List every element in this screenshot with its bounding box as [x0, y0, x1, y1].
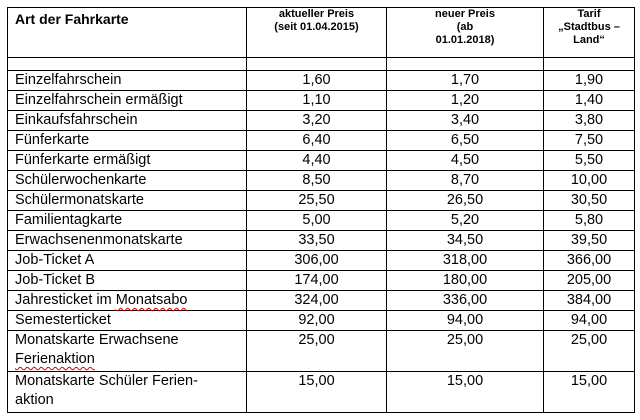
ticket-name: Schülerwochenkarte	[8, 171, 247, 191]
new-price: 15,00	[387, 372, 544, 413]
tariff-price: 15,00	[544, 372, 635, 413]
ticket-name: Semesterticket	[8, 311, 247, 331]
table-row	[8, 311, 635, 331]
spacer-cell	[8, 58, 247, 71]
current-price: 25,50	[247, 191, 387, 211]
ticket-name: Schülermonatskarte	[8, 191, 247, 211]
tariff-price: 1,40	[544, 91, 635, 111]
table-row	[8, 271, 635, 291]
current-price: 8,50	[247, 171, 387, 191]
tariff-price: 10,00	[544, 171, 635, 191]
current-price: 15,00	[247, 372, 387, 413]
ticket-name: Erwachsenenmonatskarte	[8, 231, 247, 251]
current-price: 306,00	[247, 251, 387, 271]
header-tariff-stadtbus-land: Tarif „Stadtbus – Land“	[544, 8, 635, 58]
new-price: 3,40	[387, 111, 544, 131]
ticket-name-line-1: Monatskarte Erwachsene	[15, 332, 179, 348]
new-price: 318,00	[387, 251, 544, 271]
tariff-price: 5,80	[544, 211, 635, 231]
spacer-row	[8, 58, 635, 71]
tariff-price: 366,00	[544, 251, 635, 271]
ticket-name: Job-Ticket A	[8, 251, 247, 271]
new-price: 34,50	[387, 231, 544, 251]
ticket-name: Einzelfahrschein	[8, 71, 247, 91]
header-current-price: aktueller Preis (seit 01.04.2015)	[247, 8, 387, 58]
tariff-price: 205,00	[544, 271, 635, 291]
new-price: 6,50	[387, 131, 544, 151]
table-row	[8, 91, 635, 111]
ticket-name: Familientagkarte	[8, 211, 247, 231]
new-price: 5,20	[387, 211, 544, 231]
new-price: 1,70	[387, 71, 544, 91]
ticket-name: Fünferkarte	[8, 131, 247, 151]
new-price: 4,50	[387, 151, 544, 171]
current-price: 25,00	[247, 331, 387, 372]
spellcheck-flagged-word: Ferienaktion	[15, 351, 95, 367]
tariff-price: 384,00	[544, 291, 635, 311]
new-price: 8,70	[387, 171, 544, 191]
ticket-name-line-1: Monatskarte Schüler Ferien-	[15, 373, 198, 389]
tariff-price: 1,90	[544, 71, 635, 91]
tariff-price: 39,50	[544, 231, 635, 251]
new-price: 336,00	[387, 291, 544, 311]
table-row	[8, 331, 635, 372]
table-row	[8, 291, 635, 311]
table-row	[8, 71, 635, 91]
tariff-price: 94,00	[544, 311, 635, 331]
ticket-name	[8, 372, 247, 413]
current-price: 1,60	[247, 71, 387, 91]
tariff-price: 5,50	[544, 151, 635, 171]
current-price: 174,00	[247, 271, 387, 291]
spacer-cell	[544, 58, 635, 71]
ticket-name	[8, 331, 247, 372]
current-price: 324,00	[247, 291, 387, 311]
ticket-name: Fünferkarte ermäßigt	[8, 151, 247, 171]
table-row	[8, 211, 635, 231]
header-ticket-type: Art der Fahrkarte	[8, 8, 247, 58]
fare-price-table	[7, 7, 635, 413]
current-price: 6,40	[247, 131, 387, 151]
ticket-name-part: Jahresticket im	[15, 292, 116, 308]
table-row	[8, 191, 635, 211]
table-row	[8, 251, 635, 271]
header-new-price: neuer Preis (ab 01.01.2018)	[387, 8, 544, 58]
table-row	[8, 111, 635, 131]
spacer-cell	[247, 58, 387, 71]
tariff-price: 25,00	[544, 331, 635, 372]
header-row	[8, 8, 635, 58]
ticket-name: Job-Ticket B	[8, 271, 247, 291]
ticket-name	[8, 291, 247, 311]
new-price: 180,00	[387, 271, 544, 291]
ticket-name: Einzelfahrschein ermäßigt	[8, 91, 247, 111]
current-price: 3,20	[247, 111, 387, 131]
new-price: 25,00	[387, 331, 544, 372]
spacer-cell	[387, 58, 544, 71]
current-price: 1,10	[247, 91, 387, 111]
table-row	[8, 171, 635, 191]
new-price: 26,50	[387, 191, 544, 211]
current-price: 92,00	[247, 311, 387, 331]
current-price: 4,40	[247, 151, 387, 171]
current-price: 33,50	[247, 231, 387, 251]
tariff-price: 7,50	[544, 131, 635, 151]
ticket-name: Einkaufsfahrschein	[8, 111, 247, 131]
table-row	[8, 151, 635, 171]
new-price: 1,20	[387, 91, 544, 111]
tariff-price: 30,50	[544, 191, 635, 211]
table-row	[8, 131, 635, 151]
table-row	[8, 372, 635, 413]
tariff-price: 3,80	[544, 111, 635, 131]
current-price: 5,00	[247, 211, 387, 231]
table-row	[8, 231, 635, 251]
new-price: 94,00	[387, 311, 544, 331]
spellcheck-flagged-word: Monatsabo	[115, 292, 188, 308]
ticket-name-line-2: aktion	[15, 392, 54, 408]
